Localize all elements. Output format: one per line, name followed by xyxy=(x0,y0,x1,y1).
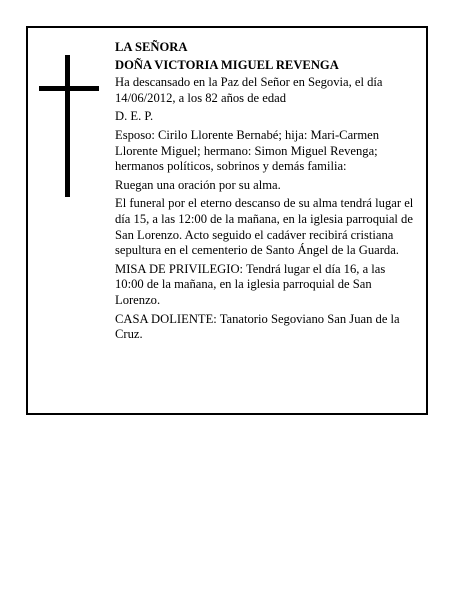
notice-title: LA SEÑORA xyxy=(115,40,188,54)
privilege-mass: MISA DE PRIVILEGIO: Tendrá lugar el día 16, a las 10:00 de la mañana, en la iglesia parroquial de San Lorenzo. xyxy=(115,261,386,307)
funeral-details: El funeral por el eterno descanso de su alma tendrá lugar el día 15, a las 12:00 de la mañana, en la iglesia parroquial de San Lorenzo. Acto seguido el cadáver recibirá cristiana sepultura en el cementerio de Santo Ángel de la Guarda. xyxy=(115,196,414,258)
cross-vertical-bar xyxy=(65,55,70,197)
prayer-request: Ruegan una oración por su alma. xyxy=(115,177,281,192)
rest-in-peace: D. E. P. xyxy=(115,109,154,124)
mourning-house: CASA DOLIENTE: Tanatorio Segoviano San Juan de la Cruz. xyxy=(115,311,400,342)
cross-horizontal-bar xyxy=(39,86,99,91)
deceased-name: DOÑA VICTORIA MIGUEL REVENGA xyxy=(115,57,339,72)
obituary-notice xyxy=(26,26,428,415)
family-members: Esposo: Cirilo Llorente Bernabé; hija: Mari-Carmen Llorente Miguel; hermano: Simon Miguel Revenga; hermanos políticos, sobrinos y demás familia: xyxy=(115,127,380,174)
notice-text xyxy=(115,40,417,346)
death-announcement: Ha descansado en la Paz del Señor en Segovia, el día 14/06/2012, a los 82 años de edad xyxy=(115,75,383,105)
cross-icon xyxy=(39,55,99,197)
